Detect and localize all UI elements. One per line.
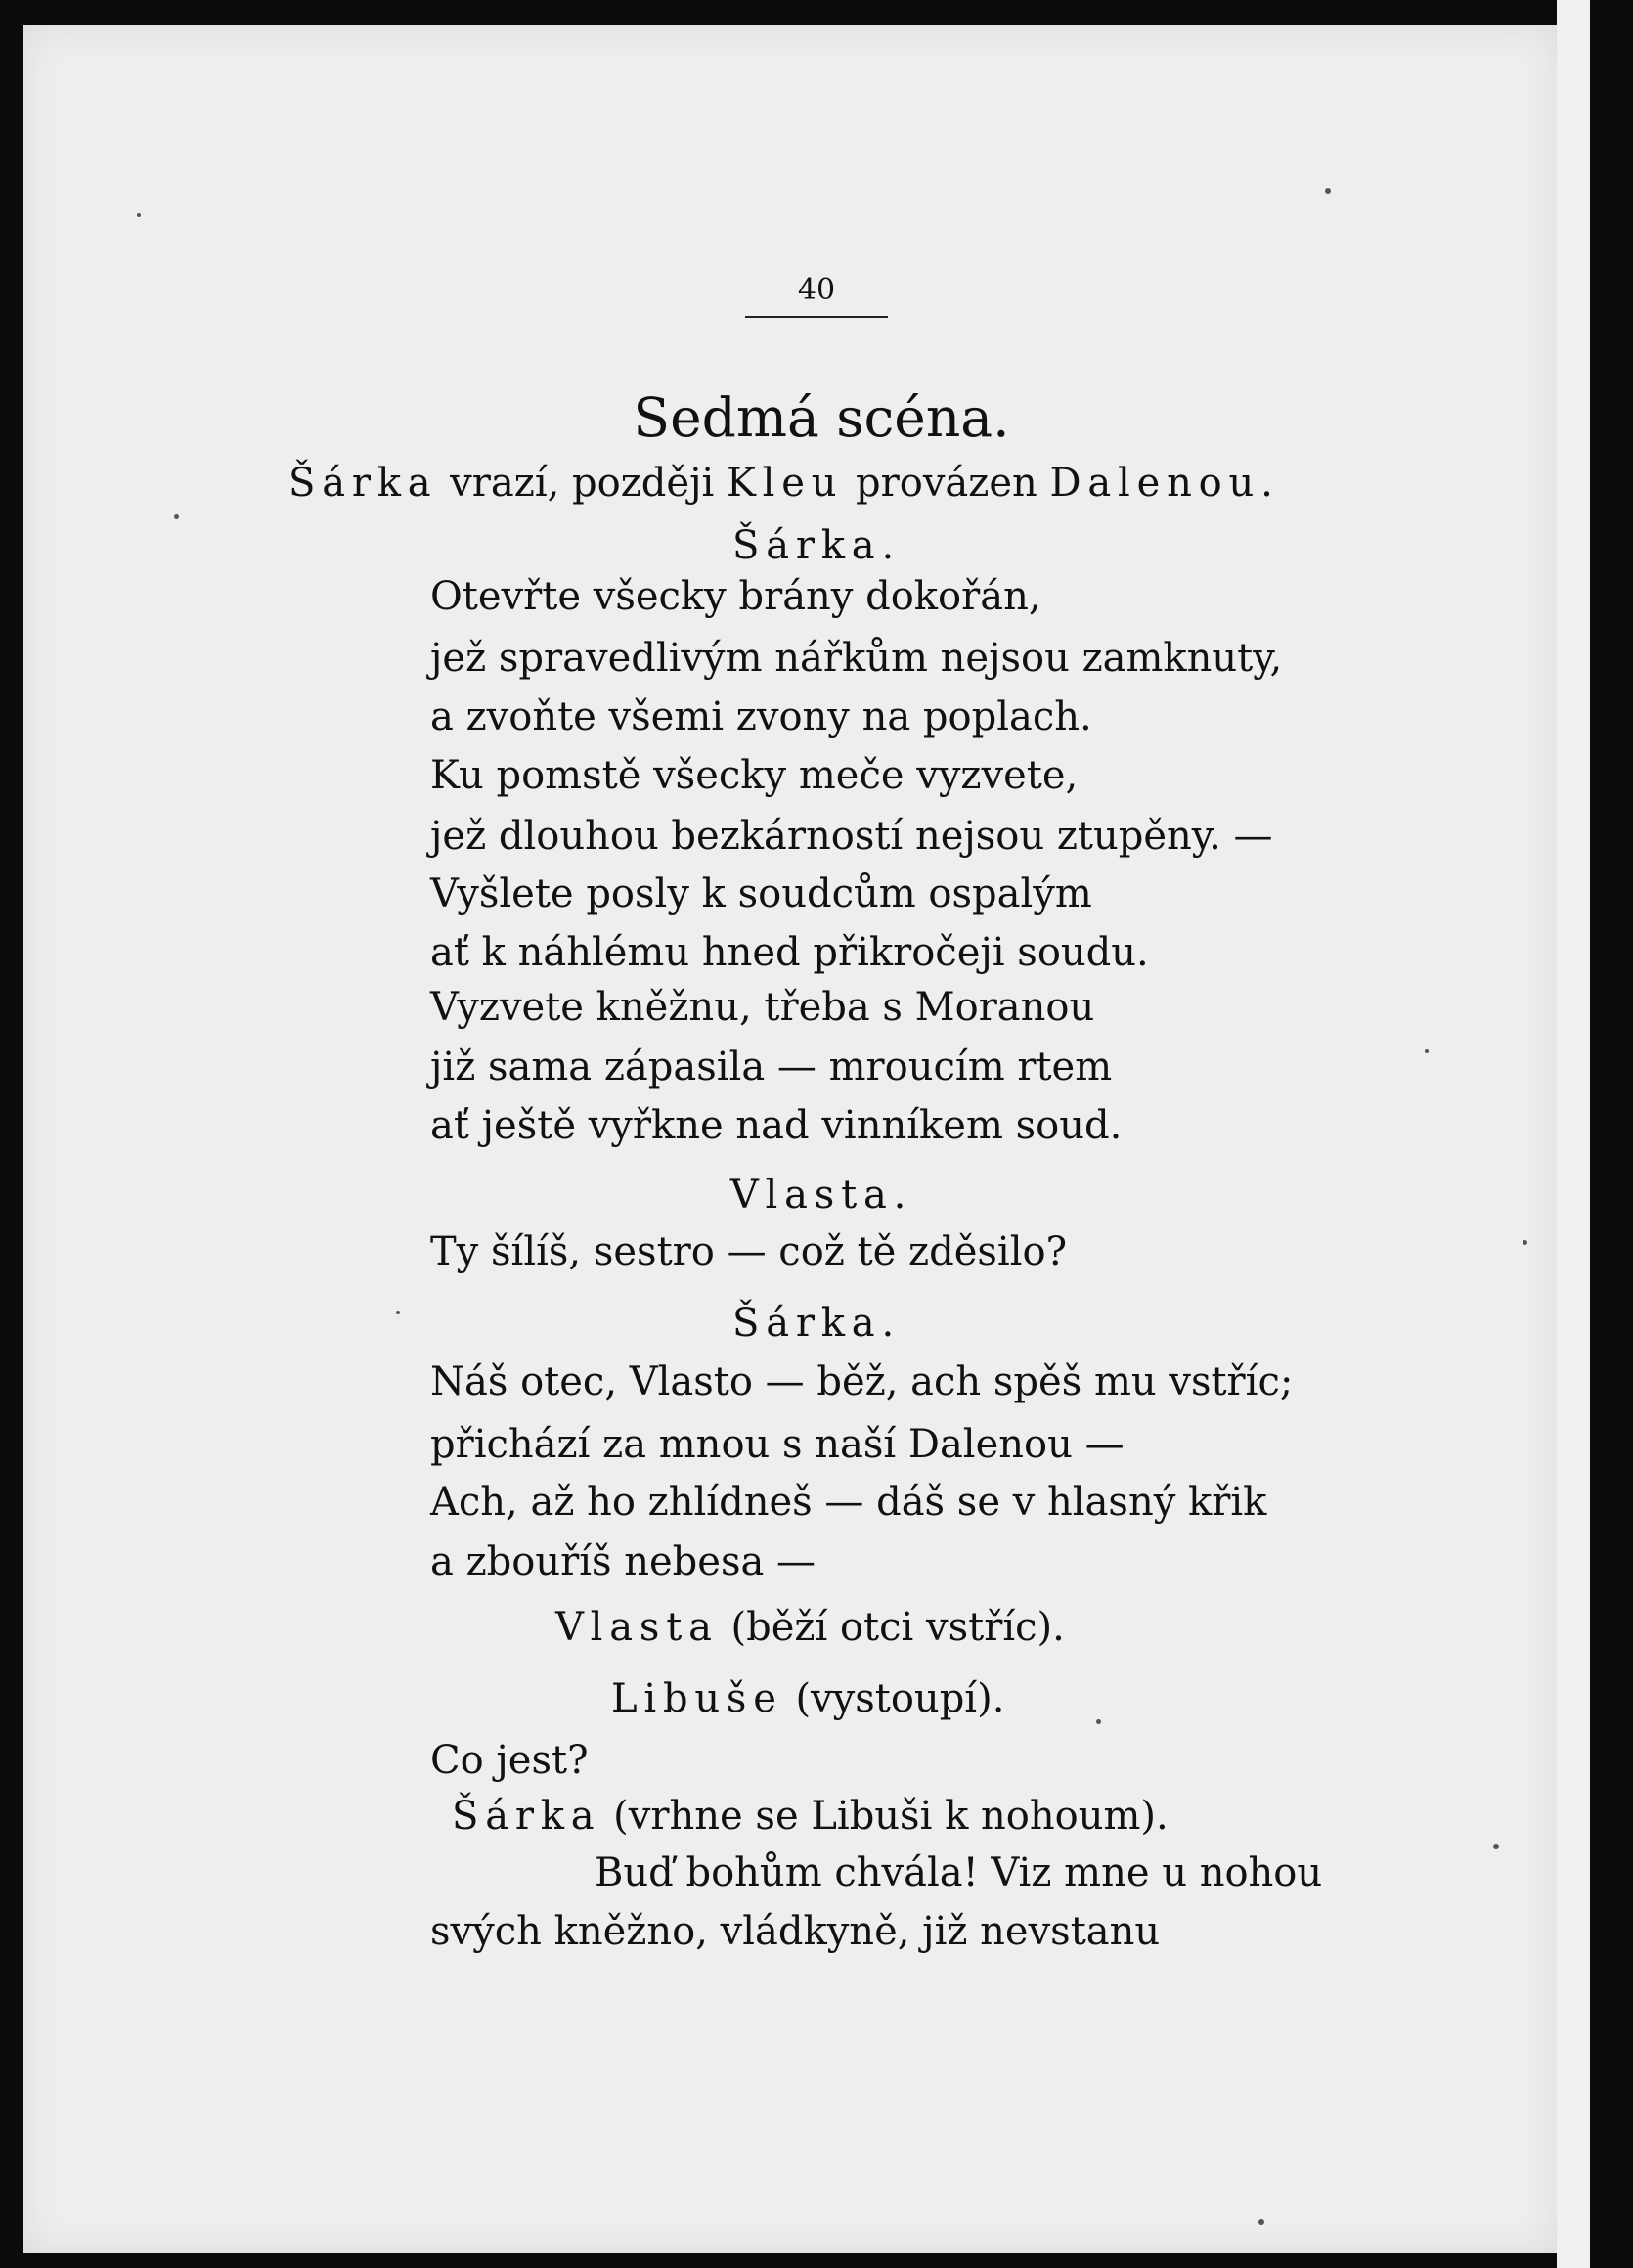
verse-line: Ku pomstě všecky meče vyzvete,	[430, 753, 1079, 798]
verse-line: Náš otec, Vlasto — běž, ach spěš mu vstříc;	[430, 1359, 1294, 1404]
stage-direction-text: vrazí, později	[437, 461, 727, 506]
speaker-heading: Vlasta.	[729, 1173, 913, 1218]
scene-title: Sedmá scéna.	[633, 386, 1010, 449]
speaker-heading: Šárka.	[732, 1301, 901, 1346]
character-name: Šárka	[288, 461, 438, 506]
speaker-heading-with-direction	[452, 1794, 1169, 1839]
verse-line: a zvoňte všemi zvony na poplach.	[430, 694, 1092, 739]
verse-line: ať k náhlému hned přikročeji soudu.	[430, 930, 1149, 975]
character-name: Dalenou.	[1049, 461, 1280, 506]
verse-line: Vyzvete kněžnu, třeba s Moranou	[430, 985, 1095, 1030]
verse-line: Otevřte všecky brány dokořán,	[430, 574, 1041, 619]
verse-line: jež dlouhou bezkárností nejsou ztupěny. —	[430, 814, 1273, 859]
verse-line: jež spravedlivým nářkům nejsou zamknuty,	[430, 636, 1283, 681]
verse-line: Buď bohům chvála! Viz mne u nohou	[595, 1850, 1323, 1895]
character-name: Vlasta	[555, 1605, 719, 1650]
verse-line: svých kněžno, vládkyně, již nevstanu	[430, 1909, 1161, 1954]
character-name: Šárka	[452, 1794, 601, 1839]
verse-line: Vyšlete posly k soudcům ospalým	[430, 871, 1092, 916]
stage-direction	[288, 461, 1280, 506]
character-name: Libuše	[611, 1676, 783, 1721]
character-name: Kleu	[727, 461, 844, 506]
verse-line: Co jest?	[430, 1738, 589, 1783]
verse-line: a zbouříš nebesa —	[430, 1539, 816, 1584]
page-number-rule	[745, 316, 888, 318]
stage-direction-text: provázen	[843, 461, 1050, 506]
verse-line: Ach, až ho zhlídneš — dáš se v hlasný křik	[430, 1480, 1267, 1525]
speaker-heading-with-direction	[611, 1676, 1005, 1721]
speaker-heading-with-direction	[555, 1605, 1065, 1650]
verse-line: přichází za mnou s naší Dalenou —	[430, 1422, 1125, 1467]
speaker-heading: Šárka.	[732, 523, 901, 568]
verse-line: ať ještě vyřkne nad vinníkem soud.	[430, 1103, 1123, 1148]
stage-direction-text: (vrhne se Libuši k nohoum).	[600, 1794, 1169, 1839]
page-number: 40	[797, 273, 836, 307]
verse-line: Ty šílíš, sestro — což tě zděsilo?	[430, 1229, 1068, 1274]
stage-direction-text: (vystoupí).	[782, 1676, 1005, 1721]
stage-direction-text: (běží otci vstříc).	[718, 1605, 1065, 1650]
verse-line: již sama zápasila — mroucím rtem	[430, 1045, 1113, 1090]
